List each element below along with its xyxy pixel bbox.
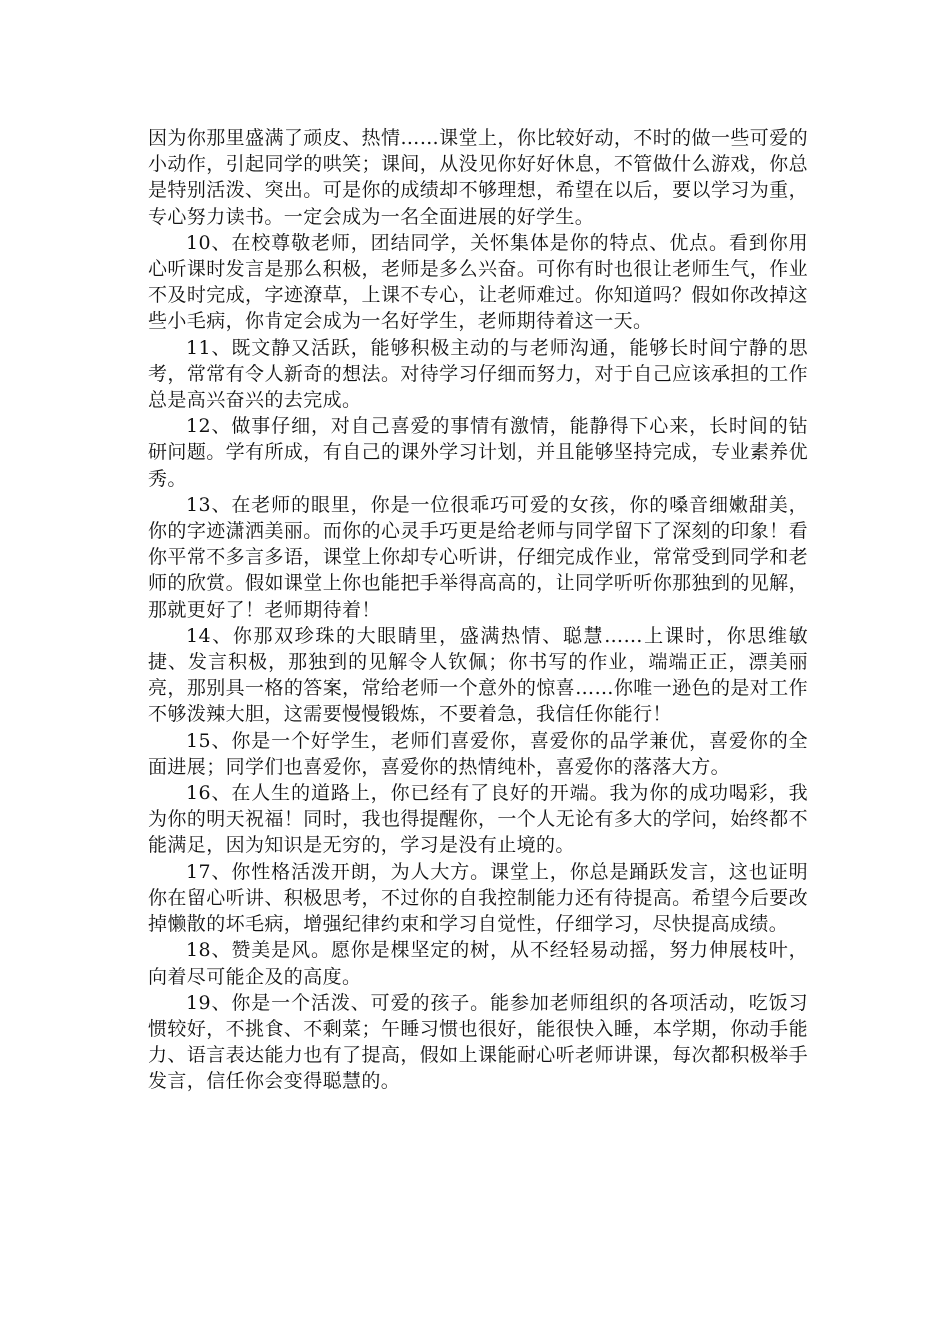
paragraph-12: 12、做事仔细，对自己喜爱的事情有激情，能静得下心来，长时间的钻研问题。学有所成，有自己的课外学习计划，并且能够坚持完成，专业素养优秀。 (148, 415, 808, 490)
paragraph-19: 19、你是一个活泼、可爱的孩子。能参加老师组织的各项活动，吃饭习惯较好，不挑食、不剩菜；午睡习惯也很好，能很快入睡，本学期，你动手能力、语言表达能力也有了提高，假如上课能耐心听老师讲课，每次都积极举手发言，信任你会变得聪慧的。 (148, 991, 808, 1093)
paragraph-11: 11、既文静又活跃，能够积极主动的与老师沟通，能够长时间宁静的思考，常常有令人新奇的想法。对待学习仔细而努力，对于自己应该承担的工作总是高兴奋兴的去完成。 (148, 336, 808, 412)
paragraph-17: 17、你性格活泼开朗，为人大方。课堂上，你总是踊跃发言，这也证明你在留心听讲、积极思考，不过你的自我控制能力还有待提高。希望今后要改掉懒散的坏毛病，增强纪律约束和学习自觉性，仔细学习，尽快提高成绩。 (148, 860, 808, 936)
paragraph-16: 16、在人生的道路上，你已经有了良好的开端。我为你的成功喝彩，我为你的明天祝福！同时，我也得提醒你，一个人无论有多大的学问，始终都不能满足，因为知识是无穷的，学习是没有止境的。 (148, 782, 808, 857)
document-body (148, 125, 808, 1095)
paragraph-10: 10、在校尊敬老师，团结同学，关怀集体是你的特点、优点。看到你用心听课时发言是那么积极，老师是多么兴奋。可你有时也很让老师生气，作业不及时完成，字迹潦草，上课不专心，让老师难过。你知道吗？假如你改掉这些小毛病，你肯定会成为一名好学生，老师期待着这一天。 (148, 231, 808, 333)
paragraph-15: 15、你是一个好学生，老师们喜爱你，喜爱你的品学兼优，喜爱你的全面进展；同学们也喜爱你，喜爱你的热情纯朴，喜爱你的落落大方。 (148, 729, 808, 778)
paragraph-18: 18、赞美是风。愿你是棵坚定的树，从不经轻易动摇，努力伸展枝叶，向着尽可能企及的高度。 (148, 939, 808, 988)
paragraph-13: 13、在老师的眼里，你是一位很乖巧可爱的女孩，你的嗓音细嫩甜美，你的字迹潇洒美丽。而你的心灵手巧更是给老师与同学留下了深刻的印象！看你平常不多言多语，课堂上你却专心听讲，仔细完成作业，常常受到同学和老师的欣赏。假如课堂上你也能把手举得高高的，让同学听听你那独到的见解，那就更好了！老师期待着！ (148, 493, 808, 621)
paragraph-14: 14、你那双珍珠的大眼睛里，盛满热情、聪慧……上课时，你思维敏捷、发言积极，那独到的见解令人钦佩；你书写的作业，端端正正，漂美丽亮，那别具一格的答案，常给老师一个意外的惊喜……你唯一逊色的是对工作不够泼辣大胆，这需要慢慢锻炼，不要着急，我信任你能行！ (148, 624, 808, 726)
paragraph-continued: 因为你那里盛满了顽皮、热情……课堂上，你比较好动，不时的做一些可爱的小动作，引起同学的哄笑；课间，从没见你好好休息，不管做什么游戏，你总是特别活泼、突出。可是你的成绩却不够理想，希望在以后，要以学习为重，专心努力读书。一定会成为一名全面进展的好学生。 (148, 127, 808, 228)
